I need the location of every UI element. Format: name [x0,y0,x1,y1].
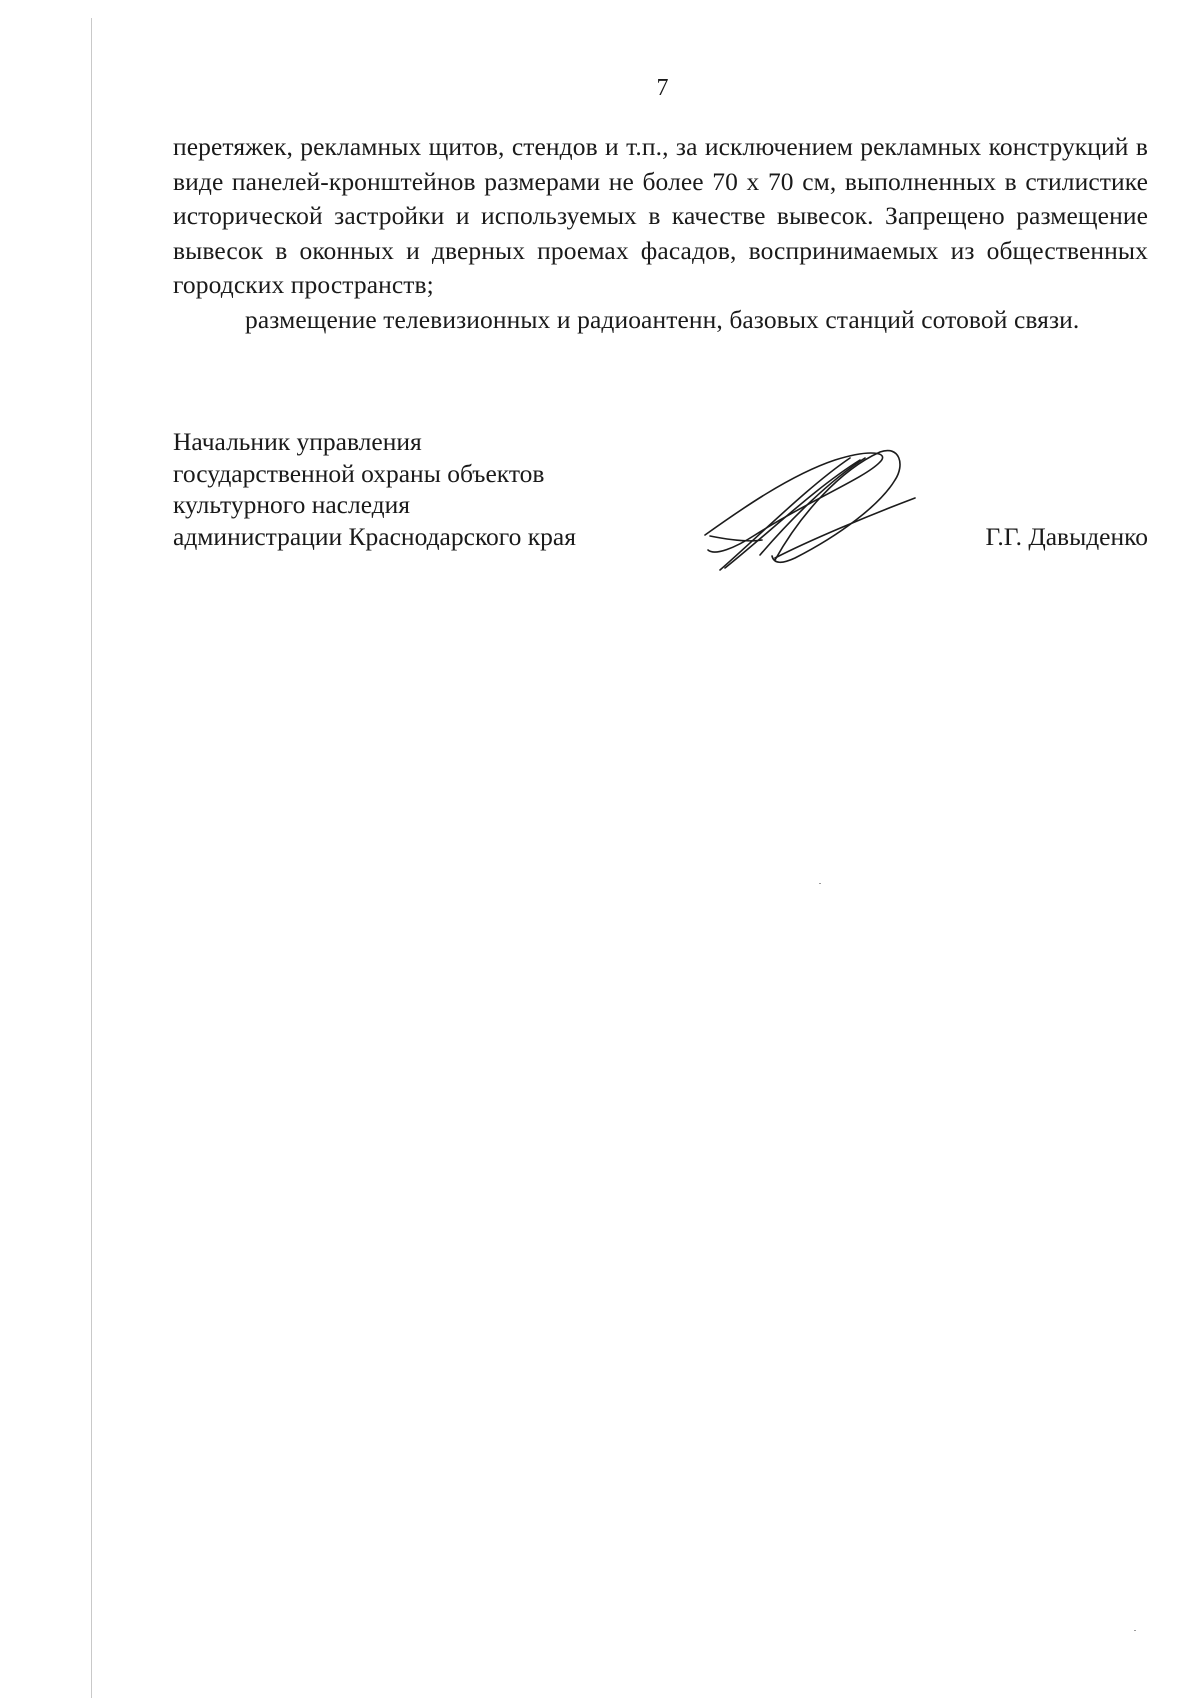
scan-artifact [819,883,821,884]
scan-page-edge [91,18,92,1698]
paragraph-antenna-restrictions: размещение телевизионных и радиоантенн, базовых станций сотовой связи. [245,304,1080,334]
position-line: Начальник управления [173,427,422,456]
handwritten-signature [700,440,930,580]
scan-artifact [1134,1630,1136,1631]
signatory-name: Г.Г. Давыденко [985,521,1148,551]
document-body [173,130,1148,337]
signatory-position [173,426,576,552]
page-number: 7 [656,75,669,101]
position-line: администрации Краснодарского края [173,521,576,551]
position-line: государственной охраны объектов [173,458,545,488]
signature-block [173,426,1148,576]
paragraph-advertising-restrictions: перетяжек, рекламных щитов, стендов и т.п., за исключением рекламных конструкций в виде панелей-кронштейнов размерами не более 70 x 70 см, выполненных в стилистике исторической застройки и используемых в качестве вывесок. Запрещено размещение вывесок в оконных и дверных проемах фасадов, воспринимаемых из общественных городских пространств; [173,132,1148,299]
position-line: культурного наследия [173,490,411,519]
